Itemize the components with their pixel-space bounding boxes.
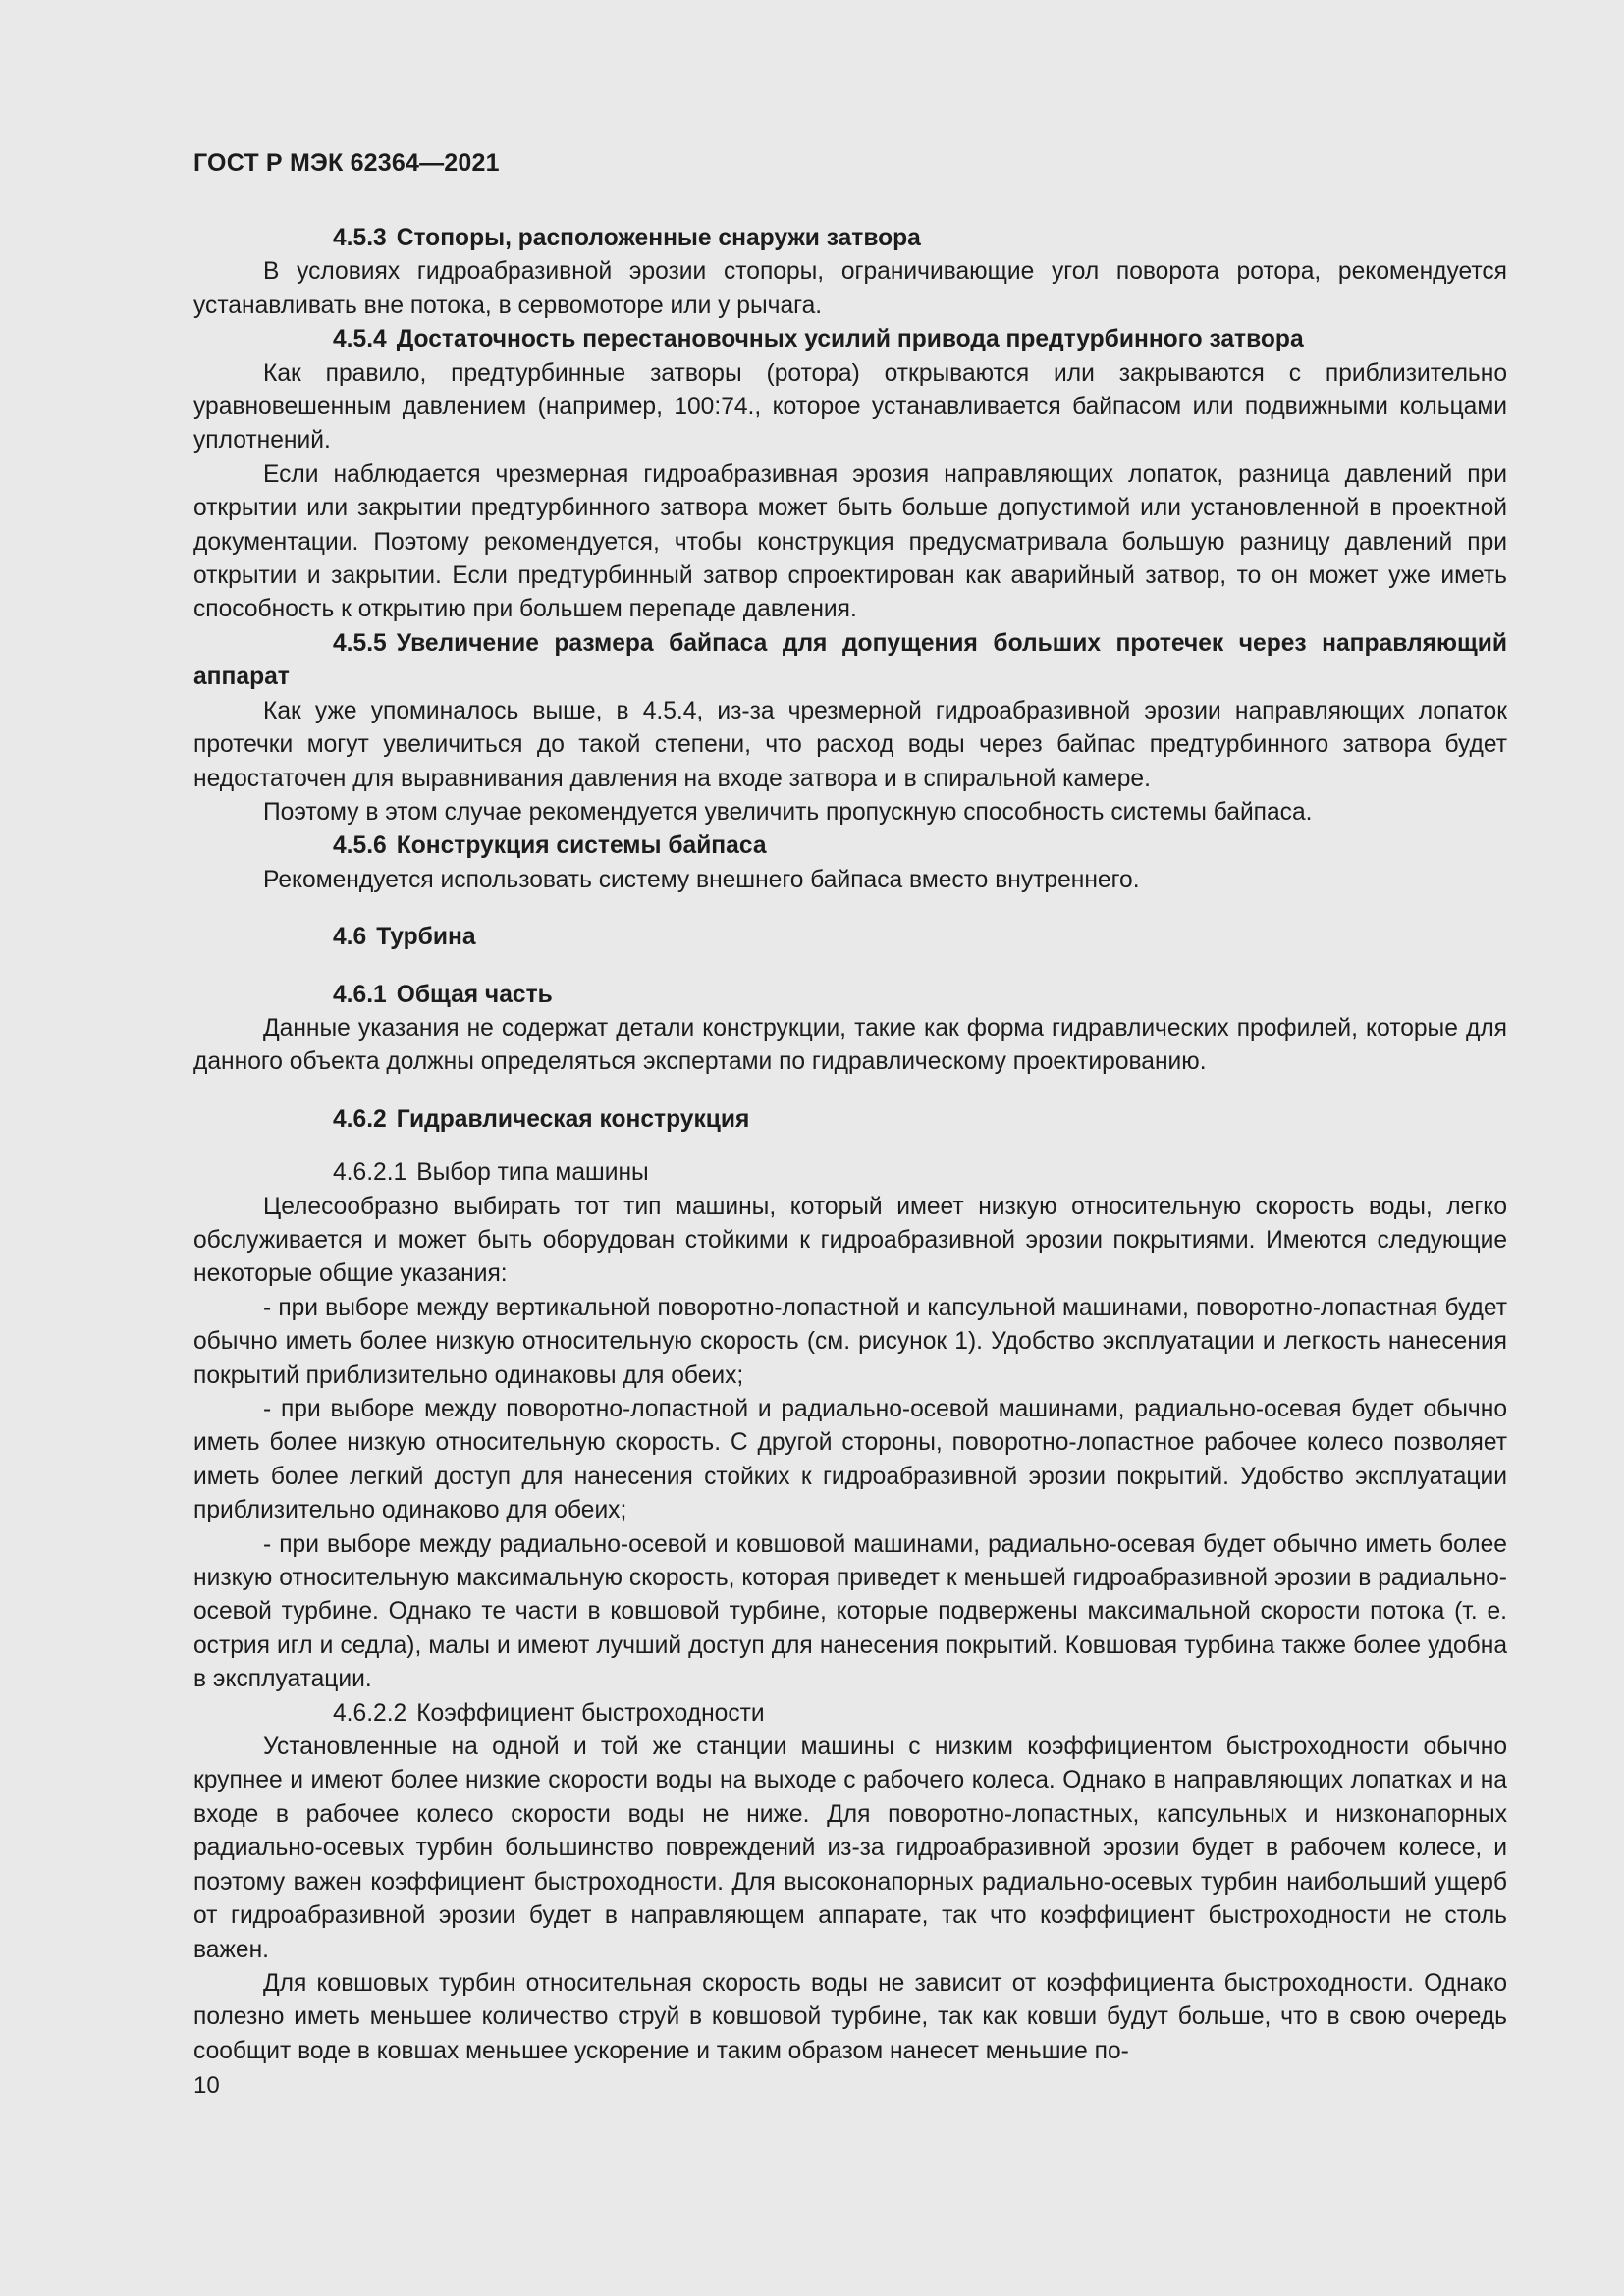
paragraph: Целесообразно выбирать тот тип машины, который имеет низкую относительную скорость воды, легко обслуживается и может быть оборудован стойкими к гидроабразивной эрозии покрытиями. Имеются следующие некоторые общие указания: (193, 1193, 1507, 1288)
list-item: - при выборе между радиально-осевой и ковшовой машинами, радиально-осевая будет обычно иметь более низкую относительную максимальную скорость, которая приведет к меньшей гидроабразивной эрозии в радиально-осевой турбине. Однако те части в ковшовой турбине, которые подвержены максимальной скорости потока (т. е. острия игл и седла), малы и имеют лучший доступ для нанесения покрытий. Ковшовая турбина также более удобна в эксплуатации. (193, 1530, 1507, 1693)
document-page (193, 0, 1507, 2296)
heading-4-5-6: 4.5.6 Конструкция системы байпаса (333, 832, 767, 860)
heading-4-5-5: 4.5.5 Увеличение размера байпаса для допущения больших протечек через направляющий аппарат (193, 629, 1507, 691)
list-item: - при выборе между поворотно-лопастной и радиально-осевой машинами, радиально-осевая будет обычно иметь более низкую относительную скорость. С другой стороны, поворотно-лопастное рабочее колесо позволяет иметь более легкий доступ для нанесения стойких к гидроабразивной эрозии покрытий. Удобство эксплуатации приблизительно одинаково для обеих; (193, 1396, 1507, 1524)
paragraph: Установленные на одной и той же станции машины с низким коэффициентом быстроходности обычно крупнее и имеют более низкие скорости воды на выходе с рабочего колеса. Однако в направляющих лопатках и на входе в рабочее колесо скорости воды не ниже. Для поворотно-лопастных, капсульных и низконапорных радиально-осевых турбин большинство повреждений из-за гидроабразивной эрозии будет в рабочем колесе, и поэтому важен коэффициент быстроходности. Для высоконапорных радиально-осевых турбин наибольший ущерб от гидроабразивной эрозии будет в направляющем аппарате, так что коэффициент быстроходности не столь важен. (193, 1734, 1507, 1963)
paragraph: Как уже упоминалось выше, в 4.5.4, из-за чрезмерной гидроабразивной эрозии направляющих лопаток протечки могут увеличиться до такой степени, что расход воды через байпас предтурбинного затвора будет недостаточен для выравнивания давления на входе затвора и в спиральной камере. (193, 697, 1507, 792)
paragraph: Для ковшовых турбин относительная скорость воды не зависит от коэффициента быстроходности. Однако полезно иметь меньшее количество струй в ковшовой турбине, так как ковши будут больше, что в свою очередь сообщит воде в ковшах меньшее ускорение и таким образом нанесет меньшие по- (193, 1969, 1507, 2064)
heading-4-6-1: 4.6.1 Общая часть (333, 981, 553, 1008)
heading-4-6-2-1: 4.6.2.1 Выбор типа машины (333, 1159, 649, 1187)
paragraph: Как правило, предтурбинные затворы (ротора) открываются или закрываются с приблизительно уравновешенным давлением (например, 100:74., которое устанавливается байпасом или подвижными кольцами уплотнений. (193, 359, 1507, 454)
paragraph: Данные указания не содержат детали конструкции, такие как форма гидравлических профилей, которые для данного объекта должны определяться экспертами по гидравлическому проектированию. (193, 1014, 1507, 1076)
heading-4-5-3: 4.5.3 Стопоры, расположенные снаружи затвора (333, 225, 921, 251)
paragraph: В условиях гидроабразивной эрозии стопоры, ограничивающие угол поворота ротора, рекомендуется устанавливать вне потока, в сервомоторе или у рычага. (193, 258, 1507, 319)
heading-4-6: 4.6 Турбина (333, 924, 476, 951)
page-number: 10 (193, 2072, 220, 2099)
document-body (193, 222, 1507, 2068)
paragraph: Поэтому в этом случае рекомендуется увеличить пропускную способность системы байпаса. (263, 798, 1313, 826)
paragraph: Рекомендуется использовать систему внешнего байпаса вместо внутреннего. (263, 866, 1140, 893)
heading-4-5-4: 4.5.4 Достаточность перестановочных усилий привода предтурбинного затвора (333, 326, 1304, 353)
heading-4-6-2: 4.6.2 Гидравлическая конструкция (333, 1105, 750, 1133)
paragraph: Если наблюдается чрезмерная гидроабразивная эрозия направляющих лопаток, разница давлений при открытии или закрытии предтурбинного затвора может быть больше допустимой или установленной в проектной документации. Поэтому рекомендуется, чтобы конструкция предусматривала большую разницу давлений при открытии и закрытии. Если предтурбинный затвор спроектирован как аварийный затвор, то он может уже иметь способность к открытию при большем перепаде давления. (193, 460, 1507, 623)
heading-4-6-2-2: 4.6.2.2 Коэффициент быстроходности (333, 1699, 765, 1727)
document-header: ГОСТ Р МЭК 62364—2021 (193, 149, 500, 177)
list-item: - при выборе между вертикальной поворотно-лопастной и капсульной машинами, поворотно-лопастная будет обычно иметь более низкую относительную скорость (см. рисунок 1). Удобство эксплуатации и легкость нанесения покрытий приблизительно одинаковы для обеих; (193, 1294, 1507, 1389)
